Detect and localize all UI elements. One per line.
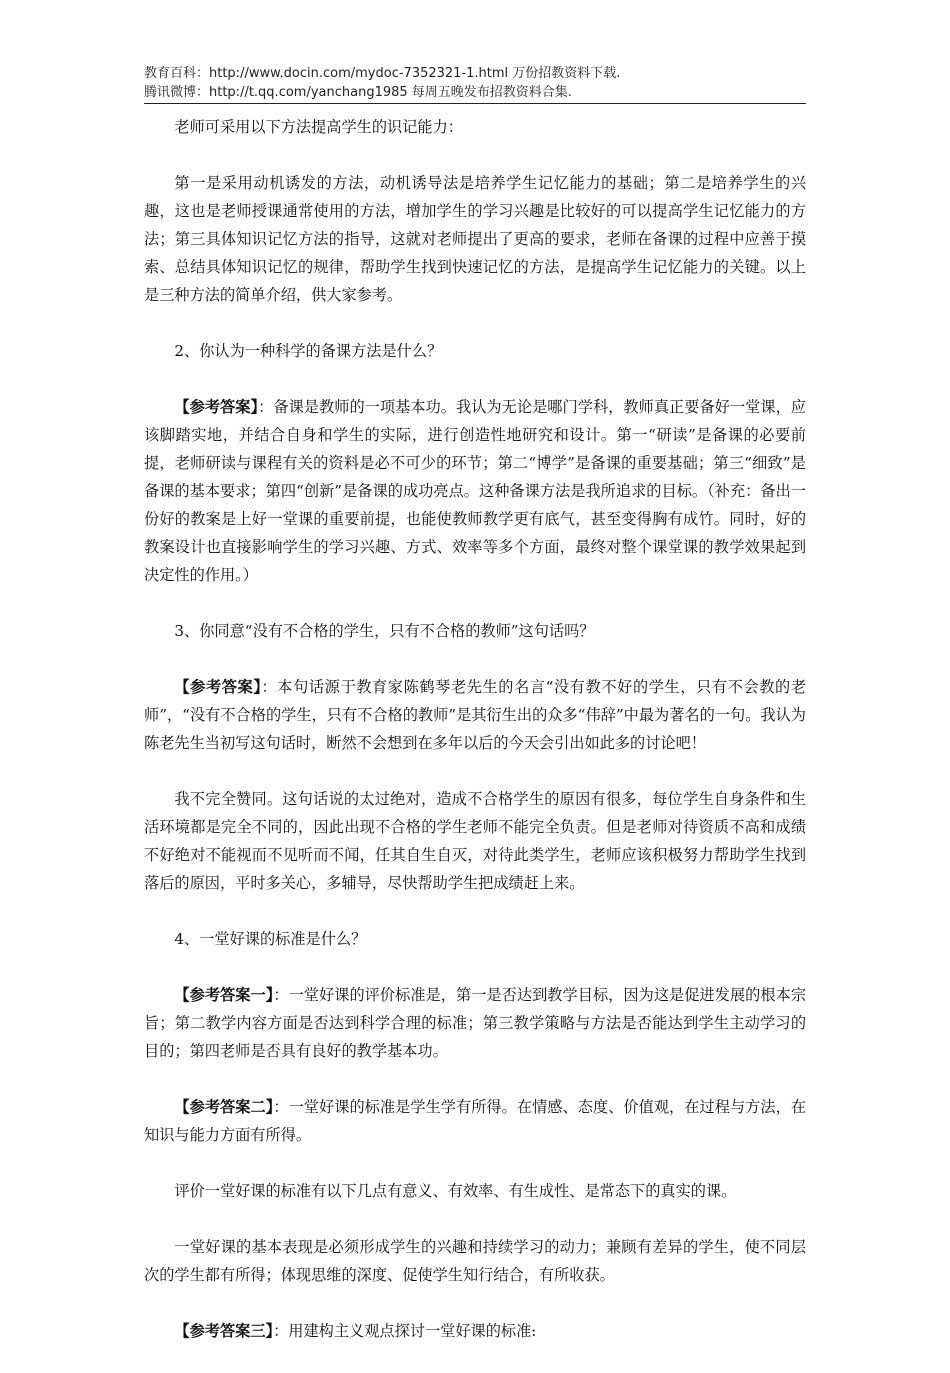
answer-4-option-2: 【参考答案二】：一堂好课的标准是学生学有所得。在情感、态度、价值观，在过程与方法，在知识与能力方面有所得。 [144, 1098, 807, 1144]
paragraph-intro: 老师可采用以下方法提高学生的识记能力： [174, 118, 463, 136]
question-4: 4、一堂好课的标准是什么？ [174, 930, 367, 948]
paragraph-memory-methods: 第一是采用动机诱发的方法，动机诱导法是培养学生记忆能力的基础；第二是培养学生的兴趣，这也是老师授课通常使用的方法，增加学生的学习兴趣是比较好的可以提高学生记忆能力的方法；第三具体知识记忆方法的指导，这就对老师提出了更高的要求，老师在备课的过程中应善于摸索、总结具体知识记忆的规律，帮助学生找到快速记忆的方法，是提高学生记忆能力的关键。以上是三种方法的简单介绍，供大家参考。 [144, 174, 806, 304]
header-divider [144, 103, 806, 104]
answer-label: 【参考答案】 [174, 398, 259, 416]
answer-4-evaluation: 评价一堂好课的标准有以下几点有意义、有效率、有生成性、是常态下的真实的课。 [174, 1182, 737, 1200]
answer-3-continued: 我不完全赞同。这句话说的太过绝对，造成不合格学生的原因有很多，每位学生自身条件和生活环境都是完全不同的，因此出现不合格的学生老师不能完全负责。但是老师对待资质不高和成绩不好绝对不能视而不见听而不闻，任其自生自灭，对待此类学生，老师应该积极努力帮助学生找到落后的原因，平时多关心，多辅导，尽快帮助学生把成绩赶上来。 [144, 790, 806, 892]
question-3: 3、你同意“没有不合格的学生，只有不合格的教师”这句话吗？ [174, 622, 595, 640]
answer-4-option-1: 【参考答案一】：一堂好课的评价标准是，第一是否达到教学目标，因为这是促进发展的根本宗旨；第二教学内容方面是否达到科学合理的标准；第三教学策略与方法是否能达到学生主动学习的目的；第四老师是否具有良好的教学基本功。 [144, 986, 807, 1060]
answer-4-expression: 一堂好课的基本表现是必须形成学生的兴趣和持续学习的动力；兼顾有差异的学生，使不同层次的学生都有所得；体现思维的深度、促使学生知行结合，有所收获。 [144, 1238, 806, 1284]
page-header [144, 64, 806, 102]
answer-2: 【参考答案】：备课是教师的一项基本功。我认为无论是哪门学科，教师真正要备好一堂课，应该脚踏实地，并结合自身和学生的实际，进行创造性地研究和设计。第一“研读”是备课的必要前提，老师研读与课程有关的资料是必不可少的环节；第二“博学”是备课的重要基础；第三“细致”是备课的基本要求；第四“创新”是备课的成功亮点。这种备课方法是我所追求的目标。（补充：备出一份好的教案是上好一堂课的重要前提，也能使教师教学更有底气，甚至变得胸有成竹。同时，好的教案设计也直接影响学生的学习兴趣、方式、效率等多个方面，最终对整个课堂课的教学效果起到决定性的作用。） [144, 398, 807, 584]
header-line-weibo: 腾讯微博：http://t.qq.com/yanchang1985 每周五晚发布招教资料合集. [144, 85, 572, 100]
answer-4-option-3: 【参考答案三】：用建构主义观点探讨一堂好课的标准: [174, 1322, 537, 1340]
answer-label: 【参考答案】 [174, 678, 262, 696]
answer-label: 【参考答案三】 [174, 1322, 274, 1340]
answer-label: 【参考答案二】 [174, 1098, 274, 1116]
header-line-docin: 教育百科：http://www.docin.com/mydoc-7352321-1.html 万份招教资料下载. [144, 66, 621, 81]
answer-3: 【参考答案】：本句话源于教育家陈鹤琴老先生的名言“没有教不好的学生，只有不会教的老师”，“没有不合格的学生，只有不合格的教师”是其衍生出的众多“伟辞”中最为著名的一句。我认为陈老先生当初写这句话时，断然不会想到在多年以后的今天会引出如此多的讨论吧！ [144, 678, 807, 752]
document-body [144, 113, 806, 1373]
answer-label: 【参考答案一】 [174, 986, 274, 1004]
question-2: 2、你认为一种科学的备课方法是什么？ [174, 342, 443, 360]
